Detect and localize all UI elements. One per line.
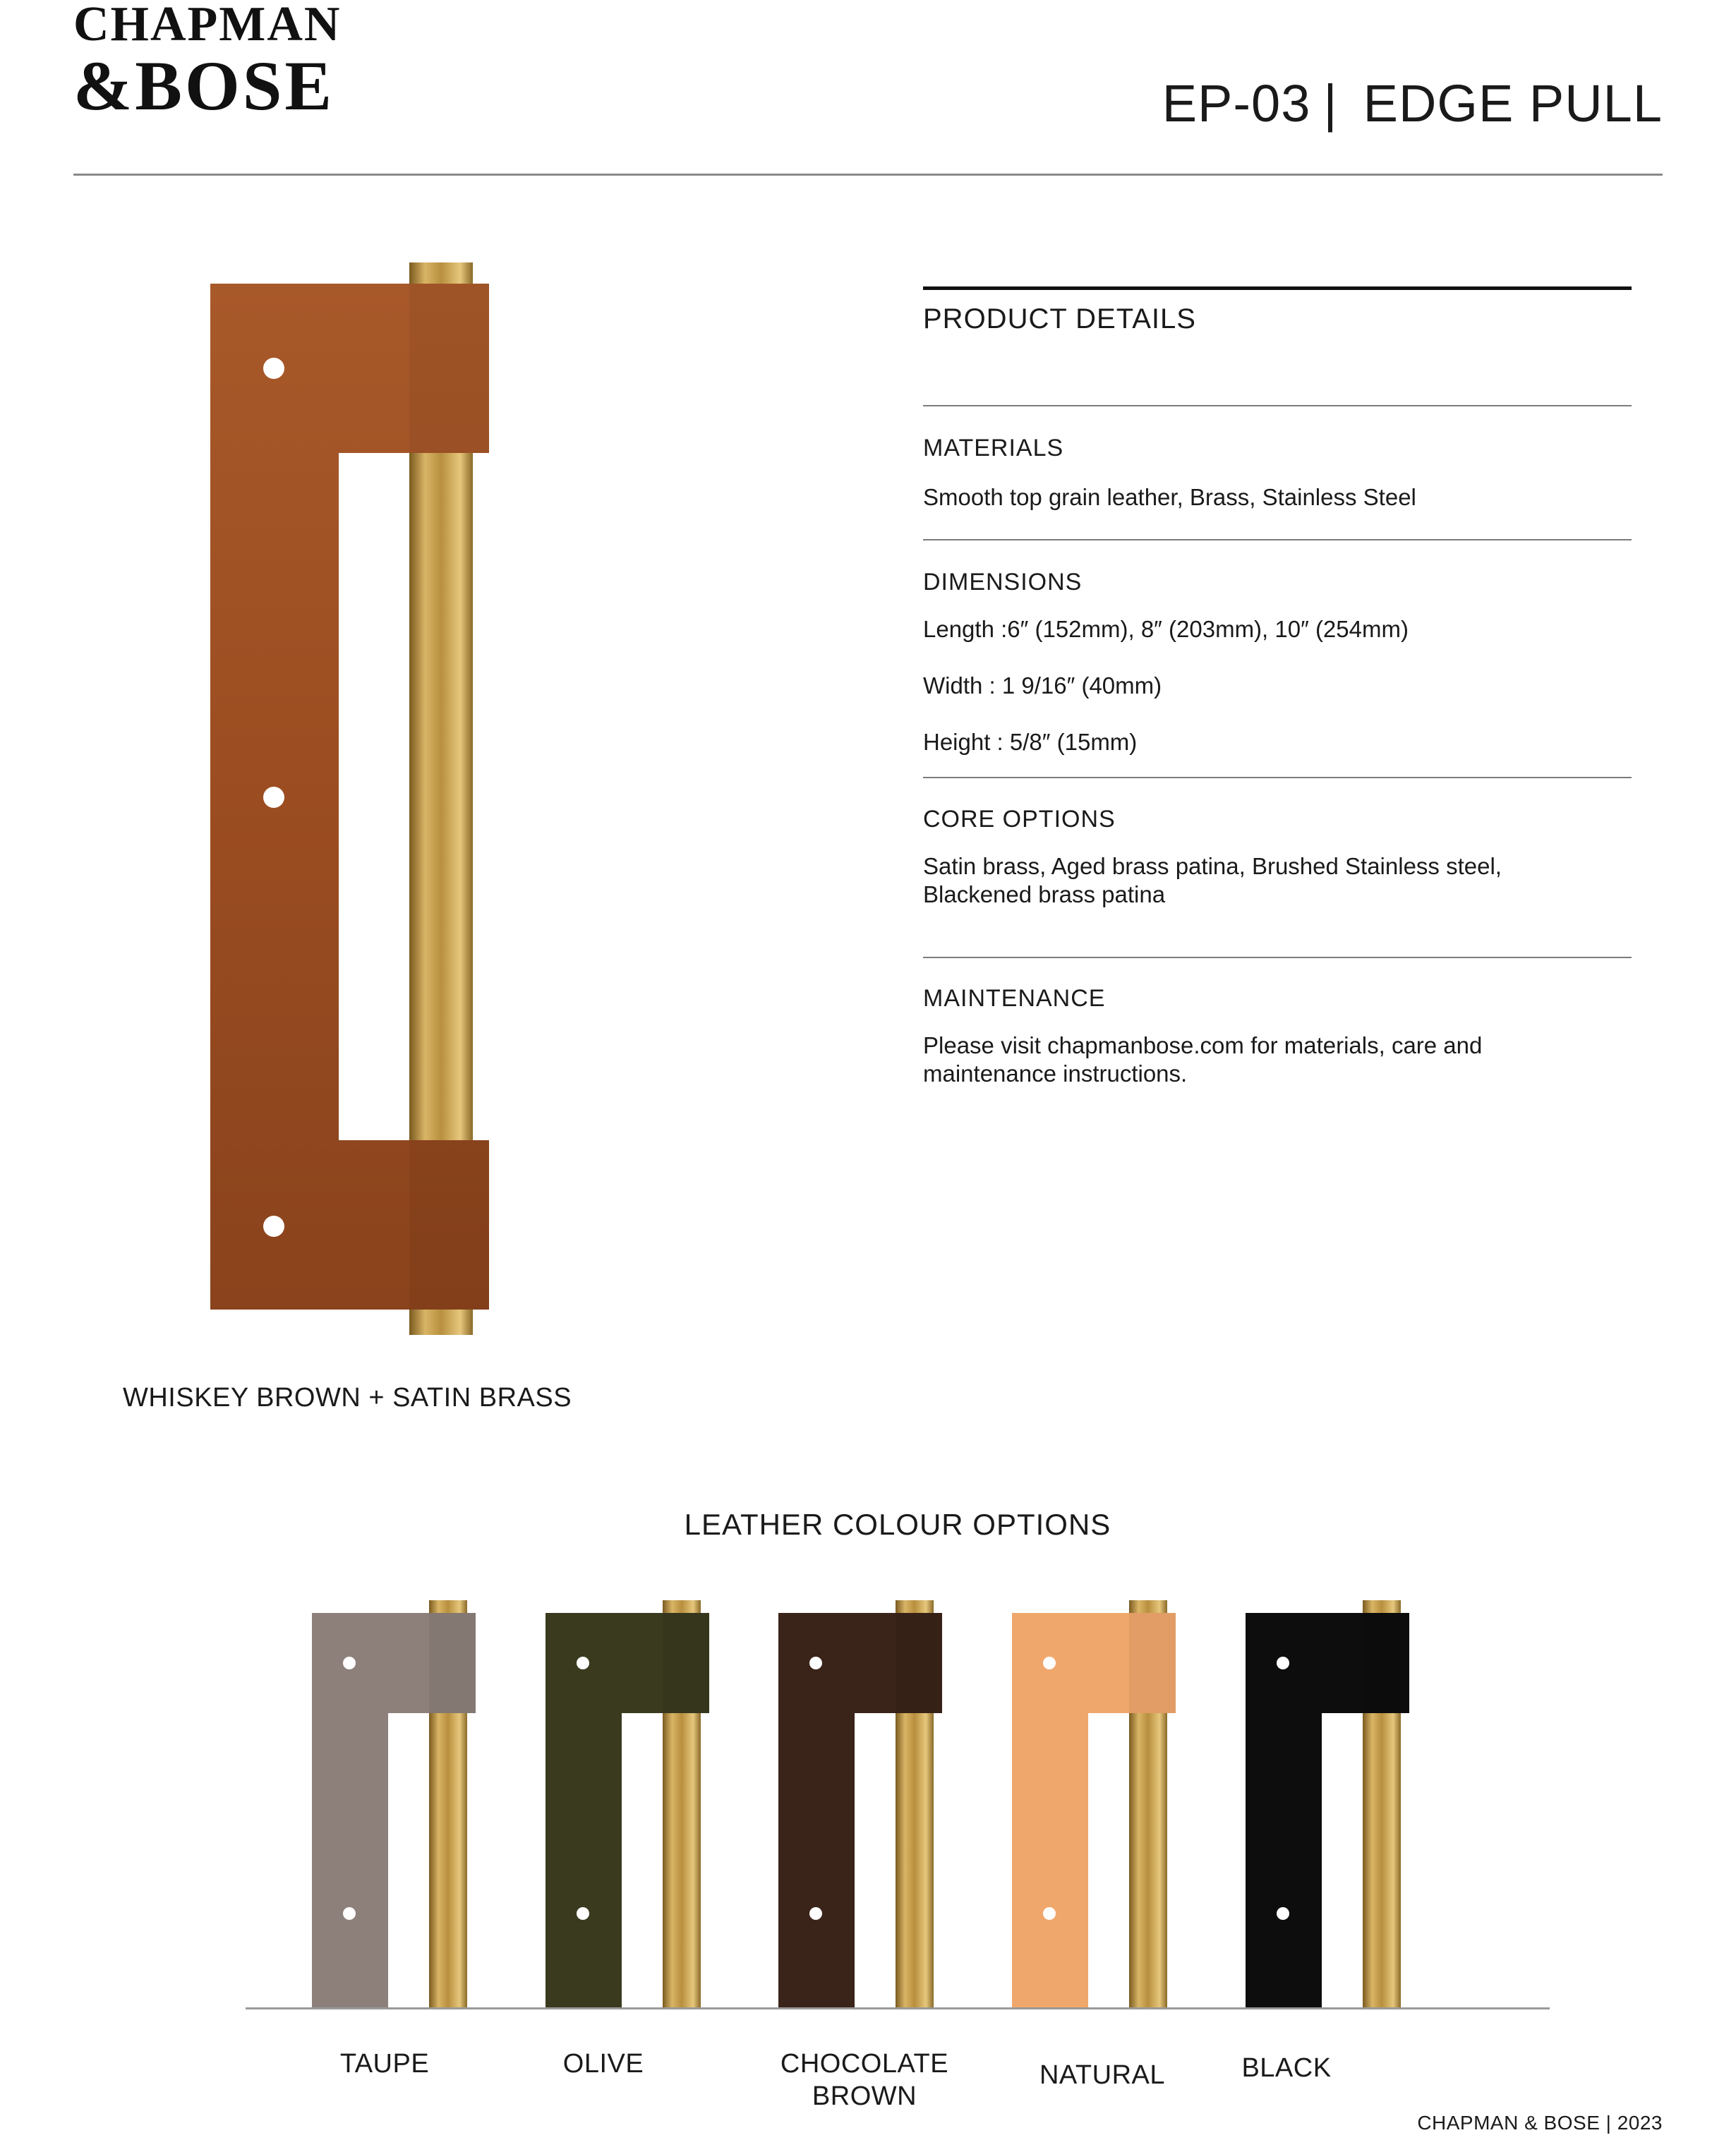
screw-hole [577, 1657, 589, 1669]
swatch-label [462, 2048, 745, 2080]
screw-hole [263, 1216, 284, 1237]
footer-text: CHAPMAN & BOSE | 2023 [1417, 2112, 1663, 2134]
screw-hole [1043, 1657, 1056, 1669]
screw-hole [263, 358, 284, 379]
page-title [1162, 73, 1663, 133]
screw-hole [1043, 1907, 1056, 1920]
screw-hole [263, 787, 284, 808]
materials-text: Smooth top grain leather, Brass, Stainless Steel [923, 484, 1416, 510]
swatch-natural [1012, 1596, 1181, 2009]
swatch-taupe [312, 1596, 481, 2009]
materials-heading: MATERIALS [923, 435, 1064, 461]
swatch-label-line1: CHOCOLATE [780, 2049, 949, 2079]
divider [923, 777, 1632, 778]
swatch-label-line1: OLIVE [562, 2049, 644, 2079]
screw-hole [343, 1657, 356, 1669]
divider [923, 957, 1632, 958]
header-divider [73, 174, 1663, 176]
screw-hole [343, 1907, 356, 1920]
core-options-text: Satin brass, Aged brass patina, Brushed Stainless steel, Blackened brass patina [923, 853, 1502, 907]
swatch-olive [545, 1596, 715, 2009]
maintenance-text: Please visit chapmanbose.com for materials, care and maintenance instructions. [923, 1032, 1483, 1087]
divider [923, 405, 1632, 406]
screw-hole [1277, 1657, 1289, 1669]
divider [923, 539, 1632, 540]
maintenance-heading: MAINTENANCE [923, 985, 1106, 1012]
screw-hole [809, 1657, 822, 1669]
screw-hole [577, 1907, 589, 1920]
product-details-heading: PRODUCT DETAILS [923, 303, 1196, 334]
dimension-width: Width : 1 9/16″ (40mm) [923, 672, 1162, 699]
screw-hole [809, 1907, 822, 1920]
title-separator: | [1323, 74, 1338, 133]
dimension-height: Height : 5/8″ (15mm) [923, 729, 1138, 755]
edge-pull-main-image [198, 254, 508, 1341]
product-name: EDGE PULL [1363, 74, 1663, 133]
swatch-baseline [246, 2007, 1550, 2009]
swatch-label-line1: TAUPE [339, 2049, 430, 2079]
details-top-rule [923, 286, 1632, 290]
swatch-black [1246, 1596, 1415, 2009]
core-options-heading: CORE OPTIONS [923, 806, 1116, 833]
brand-logo-line2: &BOSE [73, 47, 335, 125]
colour-options-heading: LEATHER COLOUR OPTIONS [684, 1508, 1111, 1541]
swatch-chocolate [778, 1596, 948, 2009]
dimensions-heading: DIMENSIONS [923, 569, 1083, 596]
swatch-label-line1: BLACK [1241, 2053, 1332, 2083]
swatch-label-line2: BROWN [812, 2081, 917, 2111]
swatch-label-line1: NATURAL [1039, 2060, 1166, 2090]
product-code: EP-03 [1162, 74, 1311, 133]
dimension-length: Length :6″ (152mm), 8″ (203mm), 10″ (254mm) [923, 616, 1409, 642]
brand-logo-line1: CHAPMAN [73, 0, 342, 52]
screw-hole [1277, 1907, 1289, 1920]
swatch-label [1145, 2052, 1428, 2084]
main-image-caption: WHISKEY BROWN + SATIN BRASS [123, 1383, 572, 1413]
